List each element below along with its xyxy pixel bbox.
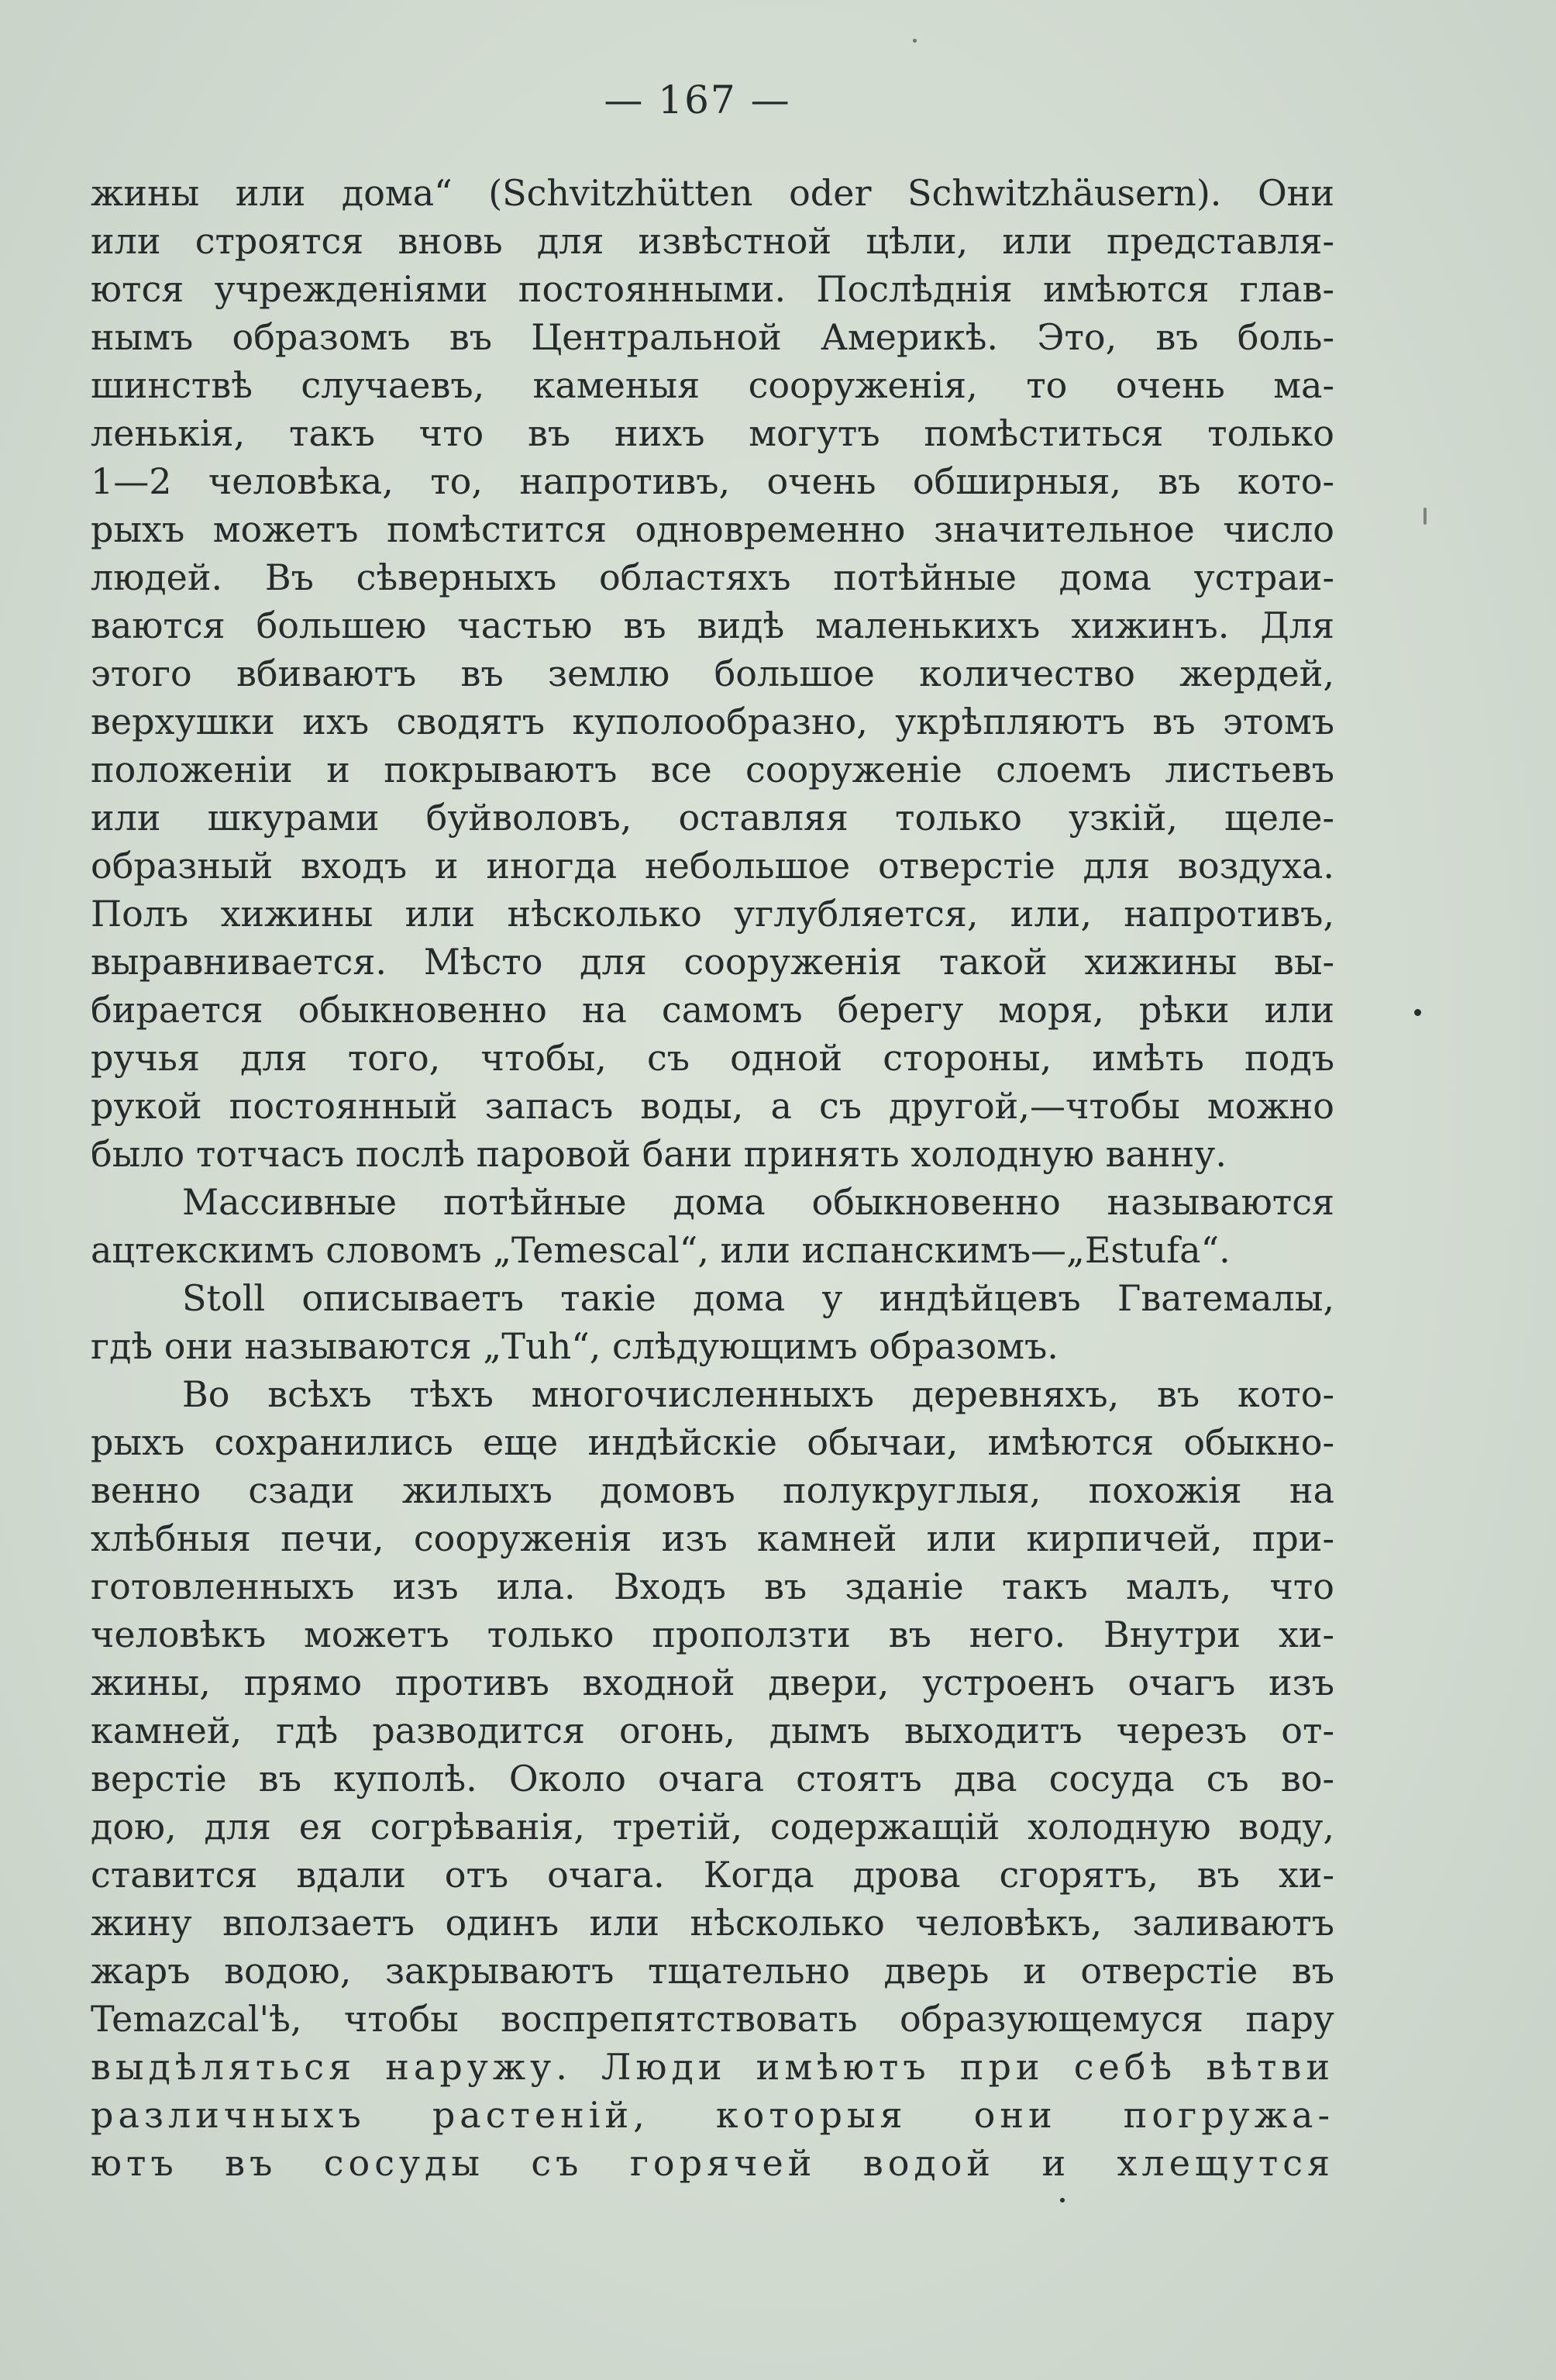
- text-line: жины или дома“ (Schvitzhütten oder Schwitzhäusern). Они: [91, 172, 1334, 214]
- text-line: было тотчасъ послѣ паровой бани принять холодную ванну.: [91, 1133, 1227, 1175]
- text-line: нымъ образомъ въ Центральной Америкѣ. Это, въ боль-: [91, 316, 1334, 358]
- text-line: различныхъ растеній, которыя они погружа-: [91, 2094, 1334, 2136]
- text-line: человѣкъ можетъ только проползти въ него. Внутри хи-: [91, 1614, 1334, 1655]
- text-line: рыхъ сохранились еще индѣйскіе обычаи, имѣются обыкно-: [91, 1421, 1334, 1463]
- text-line: жаръ водою, закрываютъ тщательно дверь и отверстіе въ: [91, 1950, 1334, 1992]
- text-line: верхушки ихъ сводятъ куполообразно, укрѣпляютъ въ этомъ: [91, 701, 1334, 742]
- text-line: рукой постоянный запасъ воды, а съ другой,—чтобы можно: [91, 1085, 1334, 1127]
- text-line: ручья для того, чтобы, съ одной стороны, имѣть подъ: [91, 1037, 1334, 1079]
- scan-speck: [1060, 2198, 1065, 2203]
- text-line: ются учрежденіями постоянными. Послѣднія имѣются глав-: [91, 268, 1334, 310]
- text-line: Stoll описываетъ такіе дома у индѣйцевъ Гватемалы,: [182, 1277, 1334, 1319]
- text-line: хлѣбныя печи, сооруженія изъ камней или кирпичей, при-: [91, 1517, 1334, 1559]
- text-line: или шкурами буйволовъ, оставляя только узкій, щеле-: [91, 797, 1334, 839]
- scan-speck: [1414, 1009, 1421, 1016]
- text-line: или строятся вновь для извѣстной цѣли, или представля-: [91, 220, 1334, 262]
- text-line: ацтекскимъ словомъ „Temescal“, или испанскимъ—„Estufa“.: [91, 1229, 1231, 1271]
- text-line: Полъ хижины или нѣсколько углубляется, или, напротивъ,: [91, 893, 1334, 935]
- text-line: Массивные потѣйные дома обыкновенно называются: [182, 1181, 1334, 1223]
- text-line: гдѣ они называются „Tuh“, слѣдующимъ образомъ.: [91, 1325, 1059, 1367]
- text-line: ставится вдали отъ очага. Когда дрова сгорятъ, въ хи-: [91, 1854, 1334, 1896]
- text-line: камней, гдѣ разводится огонь, дымъ выходитъ черезъ от-: [91, 1710, 1334, 1751]
- page-number: — 167 —: [604, 77, 791, 122]
- text-line: рыхъ можетъ помѣстится одновременно значительное число: [91, 508, 1334, 550]
- text-line: Во всѣхъ тѣхъ многочисленныхъ деревняхъ, въ кото-: [182, 1373, 1334, 1415]
- text-line: верстіе въ куполѣ. Около очага стоятъ два сосуда съ во-: [91, 1758, 1334, 1800]
- text-line: ленькія, такъ что въ нихъ могутъ помѣститься только: [91, 412, 1334, 454]
- text-line: шинствѣ случаевъ, каменыя сооруженія, то очень ма-: [91, 364, 1334, 406]
- text-line: 1—2 человѣка, то, напротивъ, очень обширныя, въ кото-: [91, 460, 1334, 502]
- text-line: выдѣляться наружу. Люди имѣютъ при себѣ вѣтви: [91, 2046, 1334, 2088]
- text-line: людей. Въ сѣверныхъ областяхъ потѣйные дома устраи-: [91, 556, 1334, 598]
- text-line: выравнивается. Мѣсто для сооруженія такой хижины вы-: [91, 941, 1334, 983]
- text-line: жины, прямо противъ входной двери, устроенъ очагъ изъ: [91, 1662, 1334, 1703]
- scan-speck: [1423, 508, 1427, 525]
- text-line: образный входъ и иногда небольшое отверстіе для воздуха.: [91, 845, 1334, 887]
- text-line: этого вбиваютъ въ землю большое количество жердей,: [91, 653, 1334, 694]
- text-line: жину вползаетъ одинъ или нѣсколько человѣкъ, заливаютъ: [91, 1902, 1334, 1944]
- text-line: ютъ въ сосуды съ горячей водой и хлещутся: [91, 2142, 1334, 2184]
- text-line: Temazcal'ѣ, чтобы воспрепятствовать образующемуся пару: [91, 1998, 1334, 2040]
- scan-speck: [913, 39, 917, 43]
- body-text: [91, 169, 1334, 2187]
- text-line: дою, для ея согрѣванія, третій, содержащій холодную воду,: [91, 1806, 1334, 1848]
- text-line: положеніи и покрываютъ все сооруженіе слоемъ листьевъ: [91, 749, 1334, 790]
- text-line: венно сзади жилыхъ домовъ полукруглыя, похожія на: [91, 1469, 1334, 1511]
- text-line: бирается обыкновенно на самомъ берегу моря, рѣки или: [91, 989, 1334, 1031]
- text-line: готовленныхъ изъ ила. Входъ въ зданіе такъ малъ, что: [91, 1565, 1334, 1607]
- text-line: ваются большею частью въ видѣ маленькихъ хижинъ. Для: [91, 604, 1334, 646]
